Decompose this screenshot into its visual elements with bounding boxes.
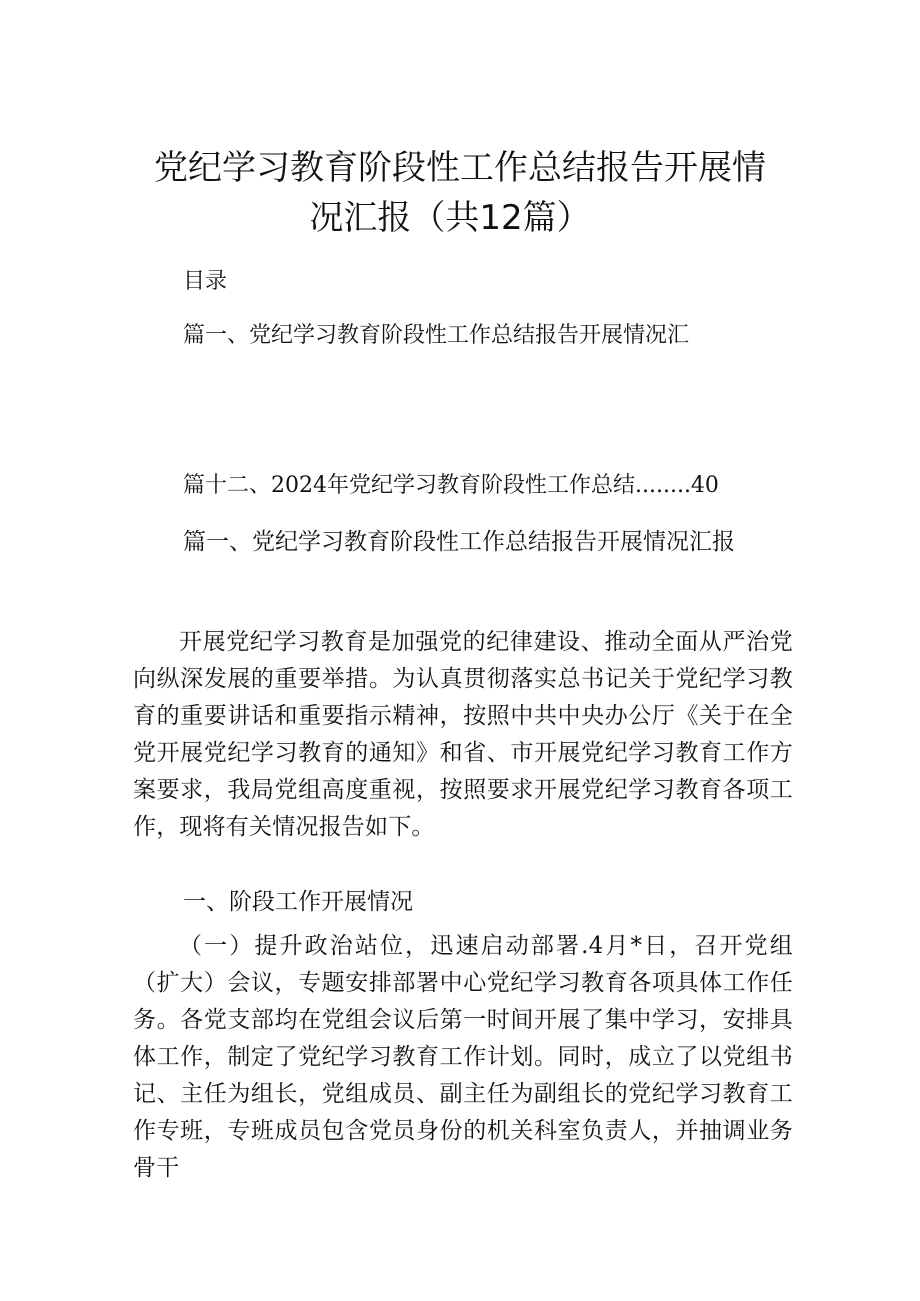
toc-entry: 篇一、党纪学习教育阶段性工作总结报告开展情况汇	[183, 323, 690, 348]
body-paragraph: （一）提升政治站位，迅速启动部署.4月*日，召开党组（扩大）会议，专题安排部署中心党纪学习教育各项具体工作任务。各党支部均在党组会议后第一时间开展了集中学习，安排具体工作，制定了党纪学习教育工作计划。同时，成立了以党组书记、主任为组长，党组成员、副主任为副组长的党纪学习教育工作专班，专班成员包含党员身份的机关科室负责人，并抽调业务骨干	[133, 933, 793, 1181]
subheading: 一、阶段工作开展情况	[183, 889, 413, 915]
intro-paragraph: 开展党纪学习教育是加强党的纪律建设、推动全面从严治党向纵深发展的重要举措。为认真贯彻落实总书记关于党纪学习教育的重要讲话和重要指示精神，按照中共中央办公厅《关于在全党开展党纪学习教育的通知》和省、市开展党纪学习教育工作方案要求，我局党组高度重视，按照要求开展党纪学习教育各项工作，现将有关情况报告如下。	[133, 629, 793, 840]
document-title-line-1: 党纪学习教育阶段性工作总结报告开展情	[154, 148, 766, 188]
toc-entry: 篇十二、2024年党纪学习教育阶段性工作总结........40	[183, 473, 719, 498]
section-heading: 篇一、党纪学习教育阶段性工作总结报告开展情况汇报	[183, 529, 735, 555]
document-title-line-2: 况汇报（共12篇）	[309, 198, 591, 238]
toc-heading: 目录	[183, 269, 228, 294]
